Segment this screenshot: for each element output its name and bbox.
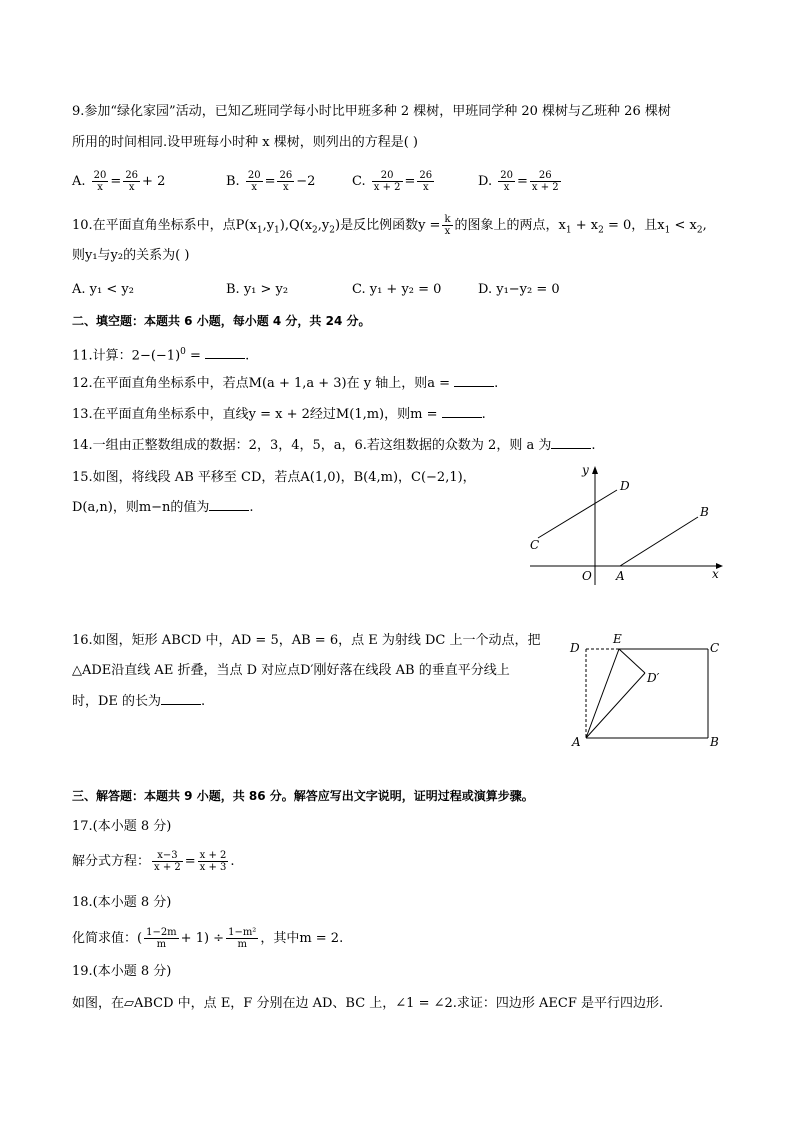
section2-heading: 二、填空题：本题共 6 小题，每小题 4 分，共 24 分。	[72, 314, 371, 328]
q10-line1: 10.在平面直角坐标系中，点$P(x_1,y_1),Q(x_2,y_2)$是反比例函数y = $\frac{k}{x}$ 的图象上的两点，$x_1 + x_2 = 0$，且$x_1 < x_2$,	[72, 214, 707, 237]
q11: 11.计算：$2-(-1)^0$ = .	[72, 347, 250, 364]
fig15-label-a: A	[616, 569, 625, 583]
q16-line1: 16.如图，矩形 ABCD 中，AD = 5，AB = 6，点 E 为射线 DC 上一个动点，把	[72, 633, 541, 648]
q19-body: 如图，在▱ABCD 中，点 E，F 分别在边 AD、BC 上，∠1 = ∠2.求证：四边形 AECF 是平行四边形.	[72, 996, 664, 1011]
fig15-label-b: B	[700, 505, 709, 519]
fig15-label-c: C	[530, 538, 540, 552]
q17-body: 解分式方程： $\frac{x-3}{x + 2}$ = $\frac{x + 2}{x + 3}$ .	[72, 850, 235, 873]
q10-option-c: C. y₁ + y₂ = 0	[352, 282, 442, 297]
q10-option-a: A. y₁ < y₂	[72, 282, 134, 297]
q16-line2: △ADE沿直线 AE 折叠，当点 D 对应点D′刚好落在线段 AB 的垂直平分线上	[72, 663, 510, 678]
q9-option-b: B. $\frac{20}{x}$ = $\frac{26}{x}$ −2	[226, 170, 316, 193]
fig15-label-x: x	[712, 567, 719, 581]
q18-heading: 18.(本小题 8 分)	[72, 895, 172, 910]
fig15-label-o: O	[582, 569, 592, 583]
fig16-label-e: E	[613, 632, 622, 646]
q9-line1: 9.参加“绿化家园”活动，已知乙班同学每小时比甲班多种 2 棵树，甲班同学种 20 棵树与乙班种 26 棵树	[72, 104, 671, 119]
q19-heading: 19.(本小题 8 分)	[72, 964, 172, 979]
fig15-label-d: D	[620, 479, 630, 493]
q15-line1: 15.如图，将线段 AB 平移至 CD，若点A(1,0)，B(4,m)，C(−2,1)，	[72, 470, 476, 485]
q9-line2: 所用的时间相同.设甲班每小时种 x 棵树，则列出的方程是( )	[72, 135, 419, 150]
q17-heading: 17.(本小题 8 分)	[72, 819, 172, 834]
q15-line2: D(a,n)，则m−n的值为 .	[72, 500, 254, 515]
q9-option-a: A. $\frac{20}{x}$ = $\frac{26}{x}$ + 2	[72, 170, 166, 193]
q16-line3: 时，DE 的长为 .	[72, 694, 206, 709]
fig16-label-c: C	[710, 641, 720, 655]
fig16-label-d: D	[570, 641, 580, 655]
section3-heading: 三、解答题：本题共 9 小题，共 86 分。解答应写出文字说明，证明过程或演算步骤。	[72, 789, 534, 803]
q18-body: 化简求值：( $\frac{1-2m}{m}$ + 1) ÷ $\frac{\text{1−m²}}{m}$ ，其中m = 2.	[72, 927, 344, 950]
q10-option-d: D. y₁−y₂ = 0	[478, 282, 560, 297]
q13: 13.在平面直角坐标系中，直线y = x + 2经过M(1,m)，则m = .	[72, 407, 486, 422]
q12: 12.在平面直角坐标系中，若点M(a + 1,a + 3)在 y 轴上，则a = .	[72, 376, 499, 391]
fig16-label-b: B	[710, 735, 719, 749]
q10-line2: 则y₁与y₂的关系为( )	[72, 248, 190, 263]
q9-option-d: D. $\frac{20}{x}$ = $\frac{26}{x + 2}$	[478, 170, 559, 193]
fig15-label-y: y	[582, 463, 589, 477]
q16-figure	[560, 628, 730, 750]
q14: 14.一组由正整数组成的数据：2，3，4，5，a，6.若这组数据的众数为 2，则 a 为 .	[72, 438, 596, 453]
fig16-label-a: A	[572, 735, 581, 749]
q9-option-c: C. $\frac{20}{x + 2}$ = $\frac{26}{x}$	[352, 170, 433, 193]
fig16-label-dprime: D′	[647, 671, 660, 685]
q15-figure	[520, 460, 730, 590]
q10-option-b: B. y₁ > y₂	[226, 282, 289, 297]
